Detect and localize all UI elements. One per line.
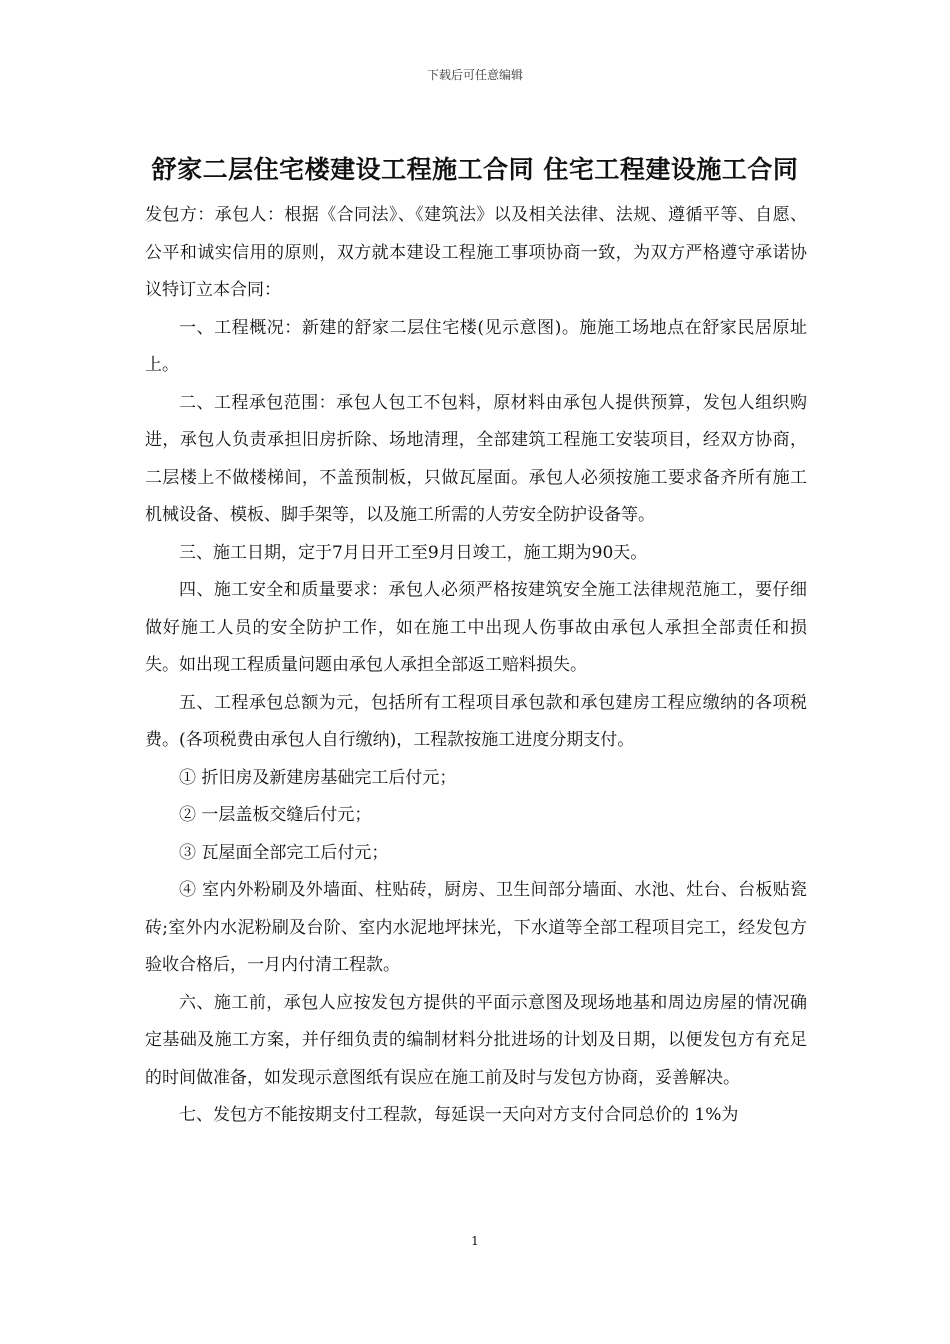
page-header: 下载后可任意编辑 — [426, 68, 523, 82]
page-number: 1 — [471, 1234, 479, 1248]
paragraph: 五、工程承包总额为元，包括所有工程项目承包款和承包建房工程应缴纳的各项税费。(各项税费由承包人自行缴纳)，工程款按施工进度分期支付。 — [145, 692, 807, 750]
paragraph: 四、施工安全和质量要求：承包人必须严格按建筑安全施工法律规范施工，要仔细做好施工人员的安全防护工作，如在施工中出现人伤事故由承包人承担全部责任和损失。如出现工程质量问题由承包人承担全部返工赔料损失。 — [145, 580, 807, 675]
document-body — [145, 197, 807, 1135]
list-item: ③ 瓦屋面全部完工后付元； — [179, 842, 389, 863]
document-title: 舒家二层住宅楼建设工程施工合同 住宅工程建设施工合同 — [151, 155, 799, 184]
paragraph: 三、施工日期，定于7月日开工至9月日竣工，施工期为90天。 — [179, 542, 648, 563]
paragraph: 二、工程承包范围：承包人包工不包料，原材料由承包人提供预算，发包人组织购进，承包人负责承担旧房折除、场地清理，全部建筑工程施工安装项目，经双方协商，二层楼上不做楼梯间，不盖预制板，只做瓦屋面。承包人必须按施工要求备齐所有施工机械设备、模板、脚手架等，以及施工所需的人劳安全防护设备等。 — [145, 392, 807, 525]
list-item: ① 折旧房及新建房基础完工后付元； — [179, 767, 457, 788]
paragraph: 六、施工前，承包人应按发包方提供的平面示意图及现场地基和周边房屋的情况确定基础及施工方案，并仔细负责的编制材料分批进场的计划及日期，以便发包方有充足的时间做准备，如发现示意图纸有误应在施工前及时与发包方协商，妥善解决。 — [145, 992, 807, 1088]
paragraph: 发包方：承包人：根据《合同法》、《建筑法》以及相关法律、法规、遵循平等、自愿、公平和诚实信用的原则，双方就本建设工程施工事项协商一致，为双方严格遵守承诺协议特订立本合同： — [145, 205, 807, 300]
list-item: ② 一层盖板交缝后付元； — [179, 805, 372, 825]
list-item: ④ 室内外粉刷及外墙面、柱贴砖，厨房、卫生间部分墙面、水池、灶台、台板贴瓷砖;室外内水泥粉刷及台阶、室内水泥地坪抹光，下水道等全部工程项目完工，经发包方验收合格后，一月内付清工程款。 — [145, 880, 807, 975]
paragraph: 七、发包方不能按期支付工程款，每延误一天向对方支付合同总价的 1%为 — [179, 1105, 739, 1125]
paragraph: 一、工程概况：新建的舒家二层住宅楼(见示意图)。施施工场地点在舒家民居原址上。 — [145, 317, 807, 375]
